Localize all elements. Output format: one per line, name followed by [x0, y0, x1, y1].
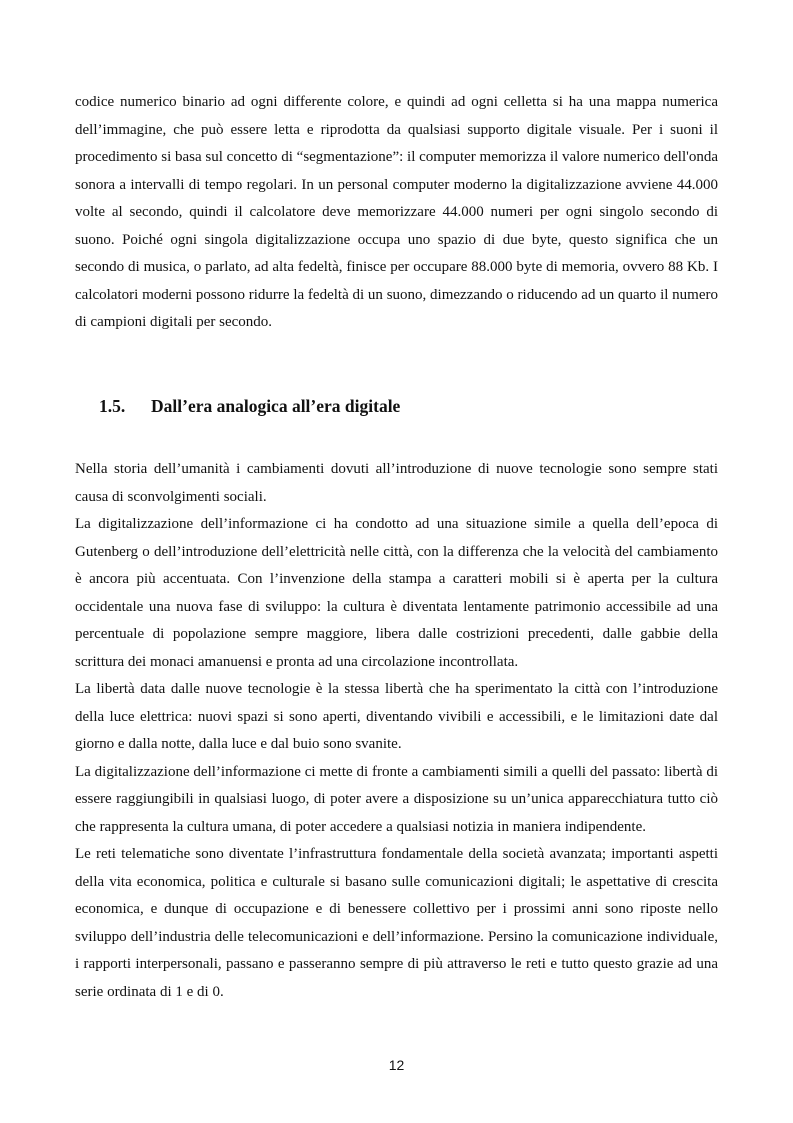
section-body — [75, 456, 718, 1006]
body-paragraph: La libertà data dalle nuove tecnologie è la stessa libertà che ha sperimentato la città con l’introduzione della luce elettrica: nuovi spazi si sono aperti, diventando vivibili e accessibili, e le limitazioni date dal giorno e dalla notte, dalla luce e dal buio sono svanite. — [75, 681, 718, 752]
page-number: 12 — [388, 1057, 405, 1073]
intro-paragraph: codice numerico binario ad ogni differente colore, e quindi ad ogni celletta si ha una mappa numerica dell’immagine, che può essere letta e riprodotta da qualsiasi supporto digitale visuale. Per i suoni il procedimento si basa sul concetto di “segmentazione”: il computer memorizza il valore numerico dell'onda sonora a intervalli di tempo regolari. In un personal computer moderno la digitalizzazione avviene 44.000 volte al secondo, quindi il calcolatore deve memorizzare 44.000 numeri per ogni singolo secondo di suono. Poiché ogni singola digitalizzazione occupa uno spazio di due byte, questo significa che un secondo di musica, o parlato, ad alta fedeltà, finisce per occupare 88.000 byte di memoria, ovvero 88 Kb. I calcolatori moderni possono ridurre la fedeltà di un suono, dimezzando o riducendo ad un quarto il numero di campioni digitali per secondo. — [75, 94, 718, 330]
body-paragraph: Le reti telematiche sono diventate l’infrastruttura fondamentale della società avanzata; importanti aspetti della vita economica, politica e culturale si basano sulle comunicazioni digitali; le aspettative di crescita economica, e dunque di occupazione e di benessere collettivo per i prossimi anni sono riposte nello sviluppo dell’industria delle telecomunicazioni e dell’informazione. Persino la comunicazione individuale, i rapporti interpersonali, passano e passeranno sempre di più attraverso le reti e tutto questo grazie ad una serie ordinata di 1 e di 0. — [75, 846, 718, 1000]
body-paragraph: La digitalizzazione dell’informazione ci mette di fronte a cambiamenti simili a quelli del passato: libertà di essere raggiungibili in qualsiasi luogo, di poter avere a disposizione su un’unica apparecchiatura tutto ciò che rappresenta la cultura umana, di poter accedere a qualsiasi notizia in maniera indipendente. — [75, 763, 718, 835]
section-number: 1.5. — [99, 396, 126, 416]
section-heading — [99, 396, 400, 417]
body-paragraph: La digitalizzazione dell’informazione ci ha condotto ad una situazione simile a quella dell’epoca di Gutenberg o dell’introduzione dell’elettricità nelle città, con la differenza che la velocità del cambiamento è ancora più accentuata. Con l’invenzione della stampa a caratteri mobili si è aperta per la cultura occidentale una nuova fase di sviluppo: la cultura è diventata lentamente patrimonio accessibile ad una percentuale di popolazione sempre maggiore, libera dalle costrizioni precedenti, dalle gabbie della scrittura dei monaci amanuensi e pronta ad una circolazione incontrollata. — [75, 516, 718, 670]
section-title: Dall’era analogica all’era digitale — [151, 396, 401, 416]
intro-text-block — [75, 89, 718, 337]
body-paragraph: Nella storia dell’umanità i cambiamenti dovuti all’introduzione di nuove tecnologie sono sempre stati causa di sconvolgimenti sociali. — [75, 461, 718, 505]
